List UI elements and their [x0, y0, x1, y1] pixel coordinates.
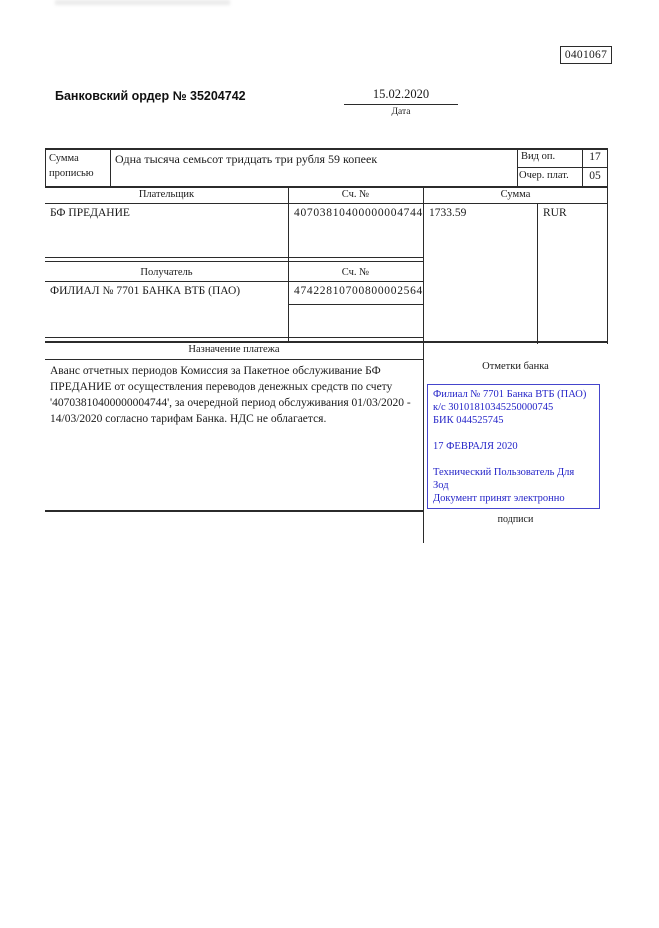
- recipient-double-line-1: [45, 257, 423, 258]
- amount-value: 1733.59: [429, 207, 467, 219]
- priority-value: 05: [589, 170, 601, 182]
- stamp-blank-line: [433, 427, 594, 440]
- scan-artifact-smudge: [55, 0, 230, 5]
- recipient-account: 47422810700800002564: [294, 285, 423, 297]
- stamp-user-line-2: Зод: [433, 480, 449, 491]
- purpose-row-top: [45, 341, 608, 343]
- stamp-bank-name: Филиал № 7701 Банка ВТБ (ПАО): [433, 389, 587, 400]
- table-border-bottom-left: [45, 510, 423, 512]
- recipient-name: ФИЛИАЛ № 7701 БАНКА ВТБ (ПАО): [50, 285, 241, 297]
- payer-account: 40703810400000004744: [294, 207, 423, 219]
- payer-header: Плательщик: [138, 189, 195, 200]
- stamp-accepted-note: Документ принят электронно: [433, 493, 565, 504]
- stamp-date: 17 ФЕВРАЛЯ 2020: [433, 441, 518, 452]
- date-label: Дата: [391, 107, 411, 117]
- recipient-account-header: Сч. №: [341, 267, 370, 278]
- header-row-bottom: [45, 203, 608, 204]
- form-code-box: [560, 46, 612, 64]
- bank-marks-header: Отметки банка: [482, 361, 549, 372]
- name-account-divider: [288, 186, 289, 341]
- amount-header: Сумма: [500, 189, 531, 200]
- stamp-blank-line: [433, 453, 594, 466]
- op-type-value: 17: [589, 151, 601, 163]
- table-border-left: [45, 148, 46, 186]
- purpose-header-bottom: [45, 359, 423, 360]
- stamp-bik: БИК 044525745: [433, 415, 504, 426]
- amount-words-label: Сумма прописью: [49, 153, 94, 179]
- form-code: 0401067: [564, 49, 608, 61]
- table-border-top: [45, 148, 608, 150]
- op-label-divider: [517, 148, 518, 186]
- stamp-user-line-1: Технический Пользователь Для: [433, 467, 575, 478]
- amount-words-label-divider: [110, 148, 111, 186]
- table-border-right: [607, 148, 608, 344]
- payer-name: БФ ПРЕДАНИЕ: [50, 207, 130, 219]
- recipient-double-line-2: [45, 261, 423, 262]
- signatures-label: подписи: [497, 514, 534, 525]
- purpose-header: Назначение платежа: [188, 344, 280, 355]
- stamp-corr-account: к/с 30101810345250000745: [433, 402, 554, 413]
- recipient-header: Получатель: [140, 267, 193, 278]
- op-priority-divider: [517, 167, 608, 168]
- amount-currency-divider: [537, 203, 538, 344]
- bank-stamp-box: [427, 384, 600, 509]
- amount-words: Одна тысяча семьсот тридцать три рубля 59 копеек: [115, 152, 378, 166]
- recipient-account-bottom: [288, 304, 423, 305]
- currency-code: RUR: [543, 207, 567, 219]
- purpose-double-line-1: [45, 337, 423, 338]
- document-date: 15.02.2020: [344, 87, 458, 105]
- priority-label: Очер. плат.: [519, 170, 569, 181]
- order-table: [45, 148, 608, 548]
- amount-words-row-bottom: [45, 186, 608, 188]
- payer-account-header: Сч. №: [341, 189, 370, 200]
- document-title: Банковский ордер № 35204742: [55, 89, 246, 103]
- recipient-header-bottom: [45, 281, 423, 282]
- op-type-label: Вид оп.: [521, 151, 556, 162]
- purpose-text: Аванс отчетных периодов Комиссия за Пакетное обслуживание БФ ПРЕДАНИЕ от осуществления переводов денежных средств по счету '40703810400000004744', за очередной период обслуживания 01/03/2020 - 14/03/2020 согласно тарифам Банка. НДС не облагается.: [50, 365, 411, 425]
